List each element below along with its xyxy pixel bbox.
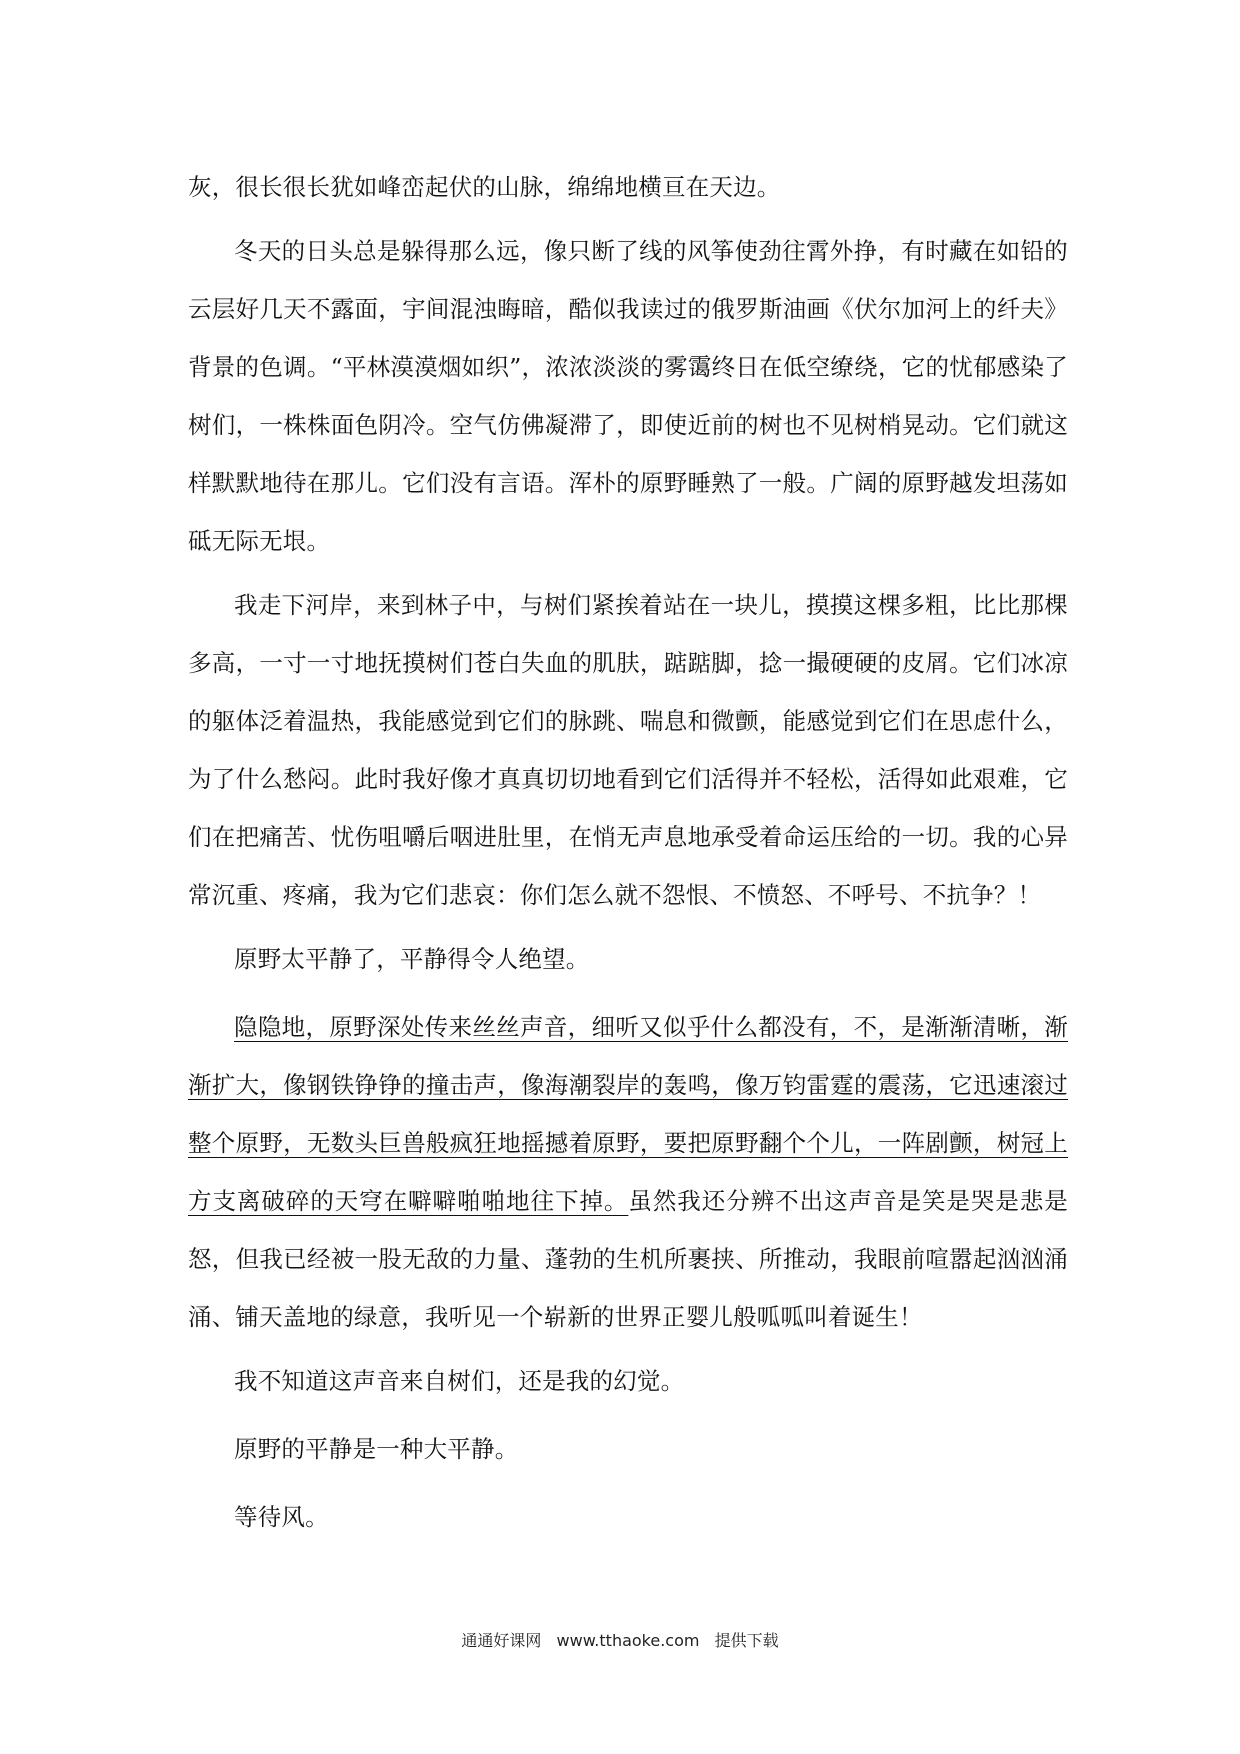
page-footer <box>0 1628 1240 1651</box>
footer-site-name: 通通好课网 <box>461 1631 542 1650</box>
paragraph: 原野太平静了，平静得令人绝望。 <box>234 945 590 973</box>
footer-url-link[interactable]: www.tthaoke.com <box>556 1631 700 1650</box>
paragraph: 等待风。 <box>234 1503 329 1531</box>
paragraph: 我不知道这声音来自树们，还是我的幻觉。 <box>234 1367 685 1395</box>
underlined-passage: 隐隐地，原野深处传来丝丝声音，细听又似乎什么都没有，不，是渐渐清晰，渐渐扩大，像钢铁铮铮的撞击声，像海潮裂岸的轰鸣，像万钧雷霆的震荡，它迅速滚过整个原野，无数头巨兽般疯狂地摇撼着原野，要把原野翻个个儿，一阵剧颤，树冠上方支离破碎的天穹在噼噼啪啪地往下掉。 <box>188 1013 1068 1215</box>
paragraph: 原野的平静是一种大平静。 <box>234 1435 519 1463</box>
document-body <box>188 158 1068 1556</box>
paragraph: 灰，很长很长犹如峰峦起伏的山脉，绵绵地横亘在天边。 <box>188 173 781 201</box>
paragraph-underlined <box>188 998 1068 1346</box>
footer-download-text: 提供下载 <box>714 1631 779 1650</box>
paragraph: 我走下河岸，来到林子中，与树们紧挨着站在一块儿，摸摸这棵多粗，比比那棵多高，一寸一寸地抚摸树们苍白失血的肌肤，踮踮脚，捻一撮硬硬的皮屑。它们冰凉的躯体泛着温热，我能感觉到它们的脉跳、喘息和微颤，能感觉到它们在思虑什么，为了什么愁闷。此时我好像才真真切切地看到它们活得并不轻松，活得如此艰难，它们在把痛苦、忧伤咀嚼后咽进肚里，在悄无声息地承受着命运压给的一切。我的心异常沉重、疼痛，我为它们悲哀：你们怎么就不怨恨、不愤怒、不呼号、不抗争？！ <box>188 591 1068 909</box>
paragraph: 冬天的日头总是躲得那么远，像只断了线的风筝使劲往霄外挣，有时藏在如铅的云层好几天不露面，宇间混浊晦暗，酷似我读过的俄罗斯油画《伏尔加河上的纤夫》背景的色调。“平林漠漠烟如织”，浓浓淡淡的雾霭终日在低空缭绕，它的忧郁感染了树们，一株株面色阴冷。空气仿佛凝滞了，即使近前的树也不见树梢晃动。它们就这样默默地待在那儿。它们没有言语。浑朴的原野睡熟了一般。广阔的原野越发坦荡如砥无际无垠。 <box>188 237 1068 555</box>
paragraph-remainder: 虽然我还分辨不出这声音是笑是哭是悲是怒，但我已经被一股无敌的力量、蓬勃的生机所裹挟、所推动，我眼前喧嚣起汹汹涌涌、铺天盖地的绿意，我听见一个崭新的世界正婴儿般呱呱叫着诞生！ <box>188 1187 1068 1331</box>
